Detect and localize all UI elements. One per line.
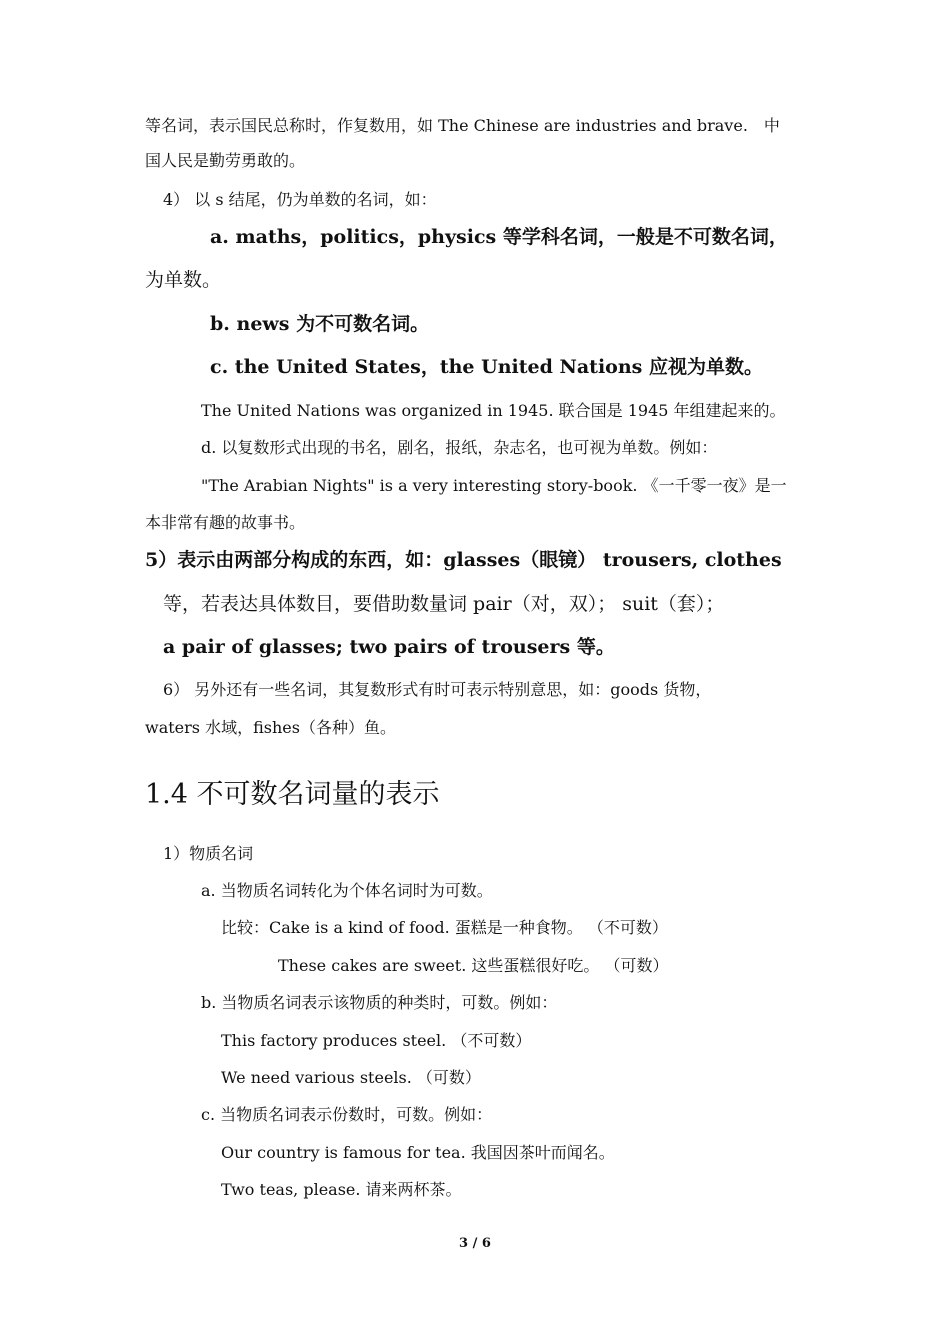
text-line-bold: b. news 为不可数名词。 — [210, 313, 430, 335]
example-sentence: Our country is famous for tea. 我国因茶叶而闻名。 — [221, 1143, 615, 1162]
list-item-4: 4） 以 s 结尾，仍为单数的名词，如： — [163, 190, 437, 209]
text-line: 国人民是勤劳勇敢的。 — [145, 151, 306, 170]
text-line: b. 当物质名词表示该物质的种类时，可数。例如： — [201, 993, 558, 1012]
text-line: waters 水域，fishes（各种）鱼。 — [145, 718, 396, 737]
section-heading: 1.4 不可数名词量的表示 — [145, 779, 440, 810]
text-line: 本非常有趣的故事书。 — [145, 513, 306, 532]
text-line: a. 当物质名词转化为个体名词时为可数。 — [201, 881, 493, 900]
example-sentence: Two teas, please. 请来两杯茶。 — [221, 1180, 462, 1199]
text-line-bold: a. maths，politics，physics 等学科名词，一般是不可数名词， — [210, 226, 788, 248]
text-line: d. 以复数形式出现的书名，剧名，报纸，杂志名，也可视为单数。例如： — [201, 438, 718, 457]
text-line: c. 当物质名词表示份数时，可数。例如： — [201, 1105, 493, 1124]
list-item-6: 6） 另外还有一些名词，其复数形式有时可表示特别意思，如：goods 货物， — [163, 680, 712, 699]
example-sentence: "The Arabian Nights" is a very interesting story-book. 《一千零一夜》是一 — [201, 476, 787, 495]
list-item-1: 1）物质名词 — [163, 844, 254, 863]
example-sentence: This factory produces steel. （不可数） — [221, 1031, 532, 1050]
text-line-bold: a pair of glasses; two pairs of trousers 等。 — [163, 636, 615, 658]
text-line-bold: c. the United States，the United Nations 应视为单数。 — [210, 356, 763, 378]
example-sentence: 比较：Cake is a kind of food. 蛋糕是一种食物。 （不可数） — [221, 918, 668, 937]
list-item-5: 5）表示由两部分构成的东西，如：glasses（眼镜） trousers, clothes — [145, 549, 782, 571]
text-line: 等，若表达具体数目，要借助数量词 pair（对，双）； suit（套）； — [163, 593, 725, 615]
example-sentence: We need various steels. （可数） — [221, 1068, 481, 1087]
text-line: 为单数。 — [145, 269, 222, 291]
example-sentence: These cakes are sweet. 这些蛋糕很好吃。 （可数） — [278, 956, 669, 975]
example-sentence: The United Nations was organized in 1945. 联合国是 1945 年组建起来的。 — [201, 401, 786, 420]
page-number: 3 / 6 — [459, 1236, 491, 1251]
text-line: 等名词，表示国民总称时，作复数用，如 The Chinese are industries and brave. 中 — [145, 116, 780, 135]
